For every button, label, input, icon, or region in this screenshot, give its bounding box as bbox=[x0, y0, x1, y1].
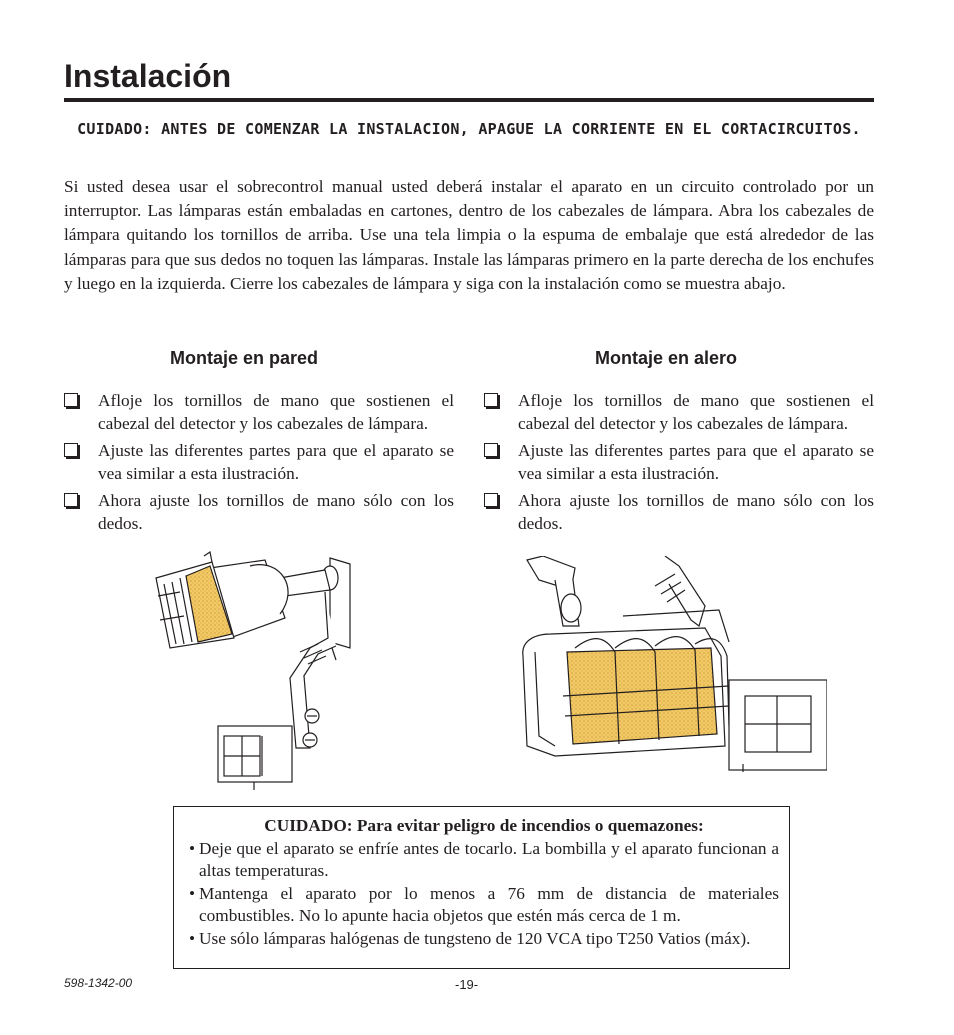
caution-text: Mantenga el aparato por lo menos a 76 mm de distancia de materiales combustibles. No lo apunte hacia objetos que estén más cerca de 1 m. bbox=[199, 883, 779, 925]
wall-mount-heading: Montaje en pared bbox=[170, 348, 319, 368]
list-item bbox=[484, 389, 874, 435]
bullet-icon: • bbox=[189, 838, 196, 858]
checkbox-icon bbox=[64, 443, 78, 457]
bullet-icon: • bbox=[189, 883, 196, 903]
step-text: Ajuste las diferentes partes para que el aparato se vea similar a esta ilustración. bbox=[518, 441, 874, 483]
list-item bbox=[484, 439, 874, 485]
caution-title: CUIDADO: Para evitar peligro de incendios o quemazones: bbox=[264, 816, 704, 835]
page-number: -19- bbox=[455, 977, 479, 992]
list-item bbox=[64, 439, 454, 485]
caution-bullet bbox=[189, 883, 779, 928]
step-text: Ahora ajuste los tornillos de mano sólo con los dedos. bbox=[518, 491, 874, 533]
checkbox-icon bbox=[484, 443, 498, 457]
title-rule bbox=[64, 98, 874, 102]
caution-text: Deje que el aparato se enfríe antes de tocarlo. La bombilla y el aparato funcionan a altas temperaturas. bbox=[199, 838, 779, 880]
bullet-icon: • bbox=[189, 928, 196, 948]
wall-mount-section bbox=[64, 345, 454, 539]
checkbox-icon bbox=[484, 493, 498, 507]
list-item bbox=[484, 489, 874, 535]
wall-mount-steps bbox=[64, 389, 454, 535]
caution-bullet bbox=[189, 838, 779, 883]
eave-mount-section bbox=[484, 345, 874, 539]
step-text: Afloje los tornillos de mano que sostienen el cabezal del detector y los cabezales de lámpara. bbox=[518, 391, 874, 433]
intro-paragraph: Si usted desea usar el sobrecontrol manual usted deberá instalar el aparato en un circuito controlado por un interruptor. Las lámparas están embaladas en cartones, dentro de los cabezales de lámpara. Abra los cabezales de lámpara quitando los tornillos de arriba. Use una tela limpia o la espuma de embalaje que está alrededor de las lámparas para que sus dedos no toquen las lámparas. Instale las lámparas primero en la parte derecha de los enchufes y luego en la izquierda. Cierre los cabezales de lámpara y siga con la instalación como se muestra abajo. bbox=[64, 177, 874, 293]
list-item bbox=[64, 389, 454, 435]
eave-mount-steps bbox=[484, 389, 874, 535]
checkbox-icon bbox=[64, 493, 78, 507]
step-text: Afloje los tornillos de mano que sostienen el cabezal del detector y los cabezales de lámpara. bbox=[98, 391, 454, 433]
wall-mount-illustration bbox=[150, 548, 360, 793]
checkbox-icon bbox=[64, 393, 78, 407]
caution-bullet bbox=[189, 928, 779, 951]
power-warning: CUIDADO: ANTES DE COMENZAR LA INSTALACION, APAGUE LA CORRIENTE EN EL CORTACIRCUITOS. bbox=[77, 120, 861, 138]
eave-mount-heading: Montaje en alero bbox=[595, 348, 738, 368]
list-item bbox=[64, 489, 454, 535]
eave-mount-illustration bbox=[515, 556, 827, 774]
caution-text: Use sólo lámparas halógenas de tungsteno de 120 VCA tipo T250 Vatios (máx). bbox=[199, 928, 751, 948]
checkbox-icon bbox=[484, 393, 498, 407]
document-code: 598-1342-00 bbox=[64, 976, 133, 990]
step-text: Ajuste las diferentes partes para que el aparato se vea similar a esta ilustración. bbox=[98, 441, 454, 483]
caution-box bbox=[173, 806, 790, 969]
page-title: Instalación bbox=[64, 58, 232, 94]
step-text: Ahora ajuste los tornillos de mano sólo con los dedos. bbox=[98, 491, 454, 533]
